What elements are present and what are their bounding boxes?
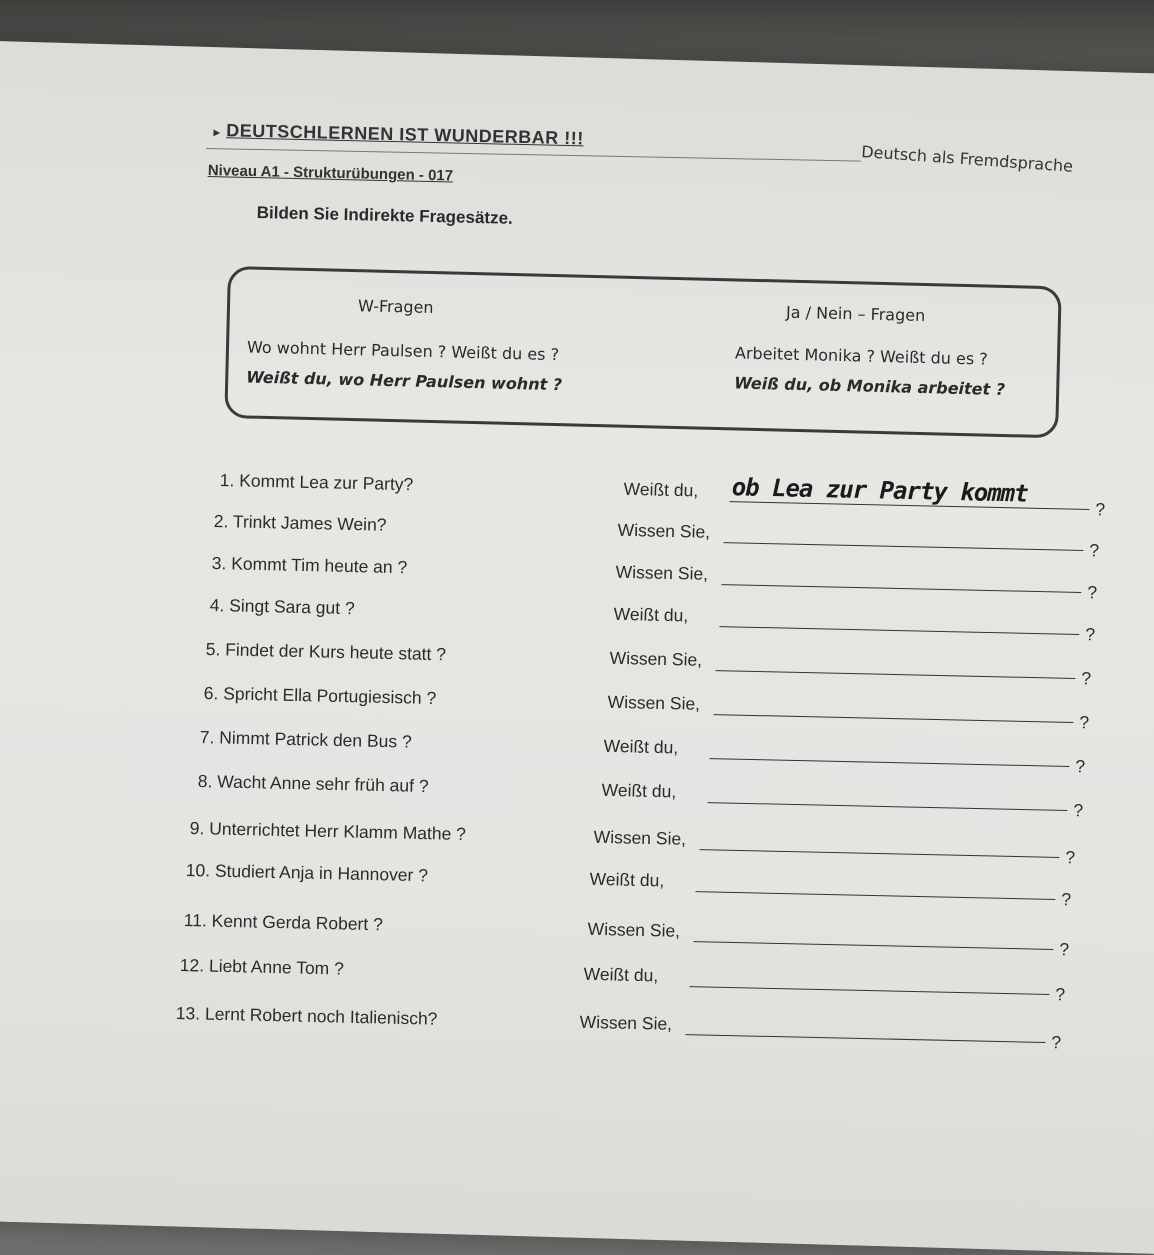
question-mark: ? [1055,984,1066,1005]
exercise-question: 1. Kommt Lea zur Party? [219,470,414,495]
answer-blank[interactable] [695,891,1055,900]
question-mark: ? [1073,800,1084,821]
exercise-lead: Weißt du, [601,779,677,802]
yes-no-answer-example: Weiß du, ob Monika arbeitet ? [734,373,1006,400]
exercise-lead: Wissen Sie, [587,918,681,941]
exercise-lead: Weißt du, [623,478,699,501]
exercise-lead: Weißt du, [603,735,679,758]
answer-blank[interactable] [715,670,1075,679]
exercise-question: 12. Liebt Anne Tom ? [179,955,345,979]
answer-blank[interactable] [693,941,1053,950]
answer-blank[interactable] [721,584,1081,593]
question-mark: ? [1059,939,1070,960]
question-mark: ? [1079,712,1090,733]
exercise-question: 7. Nimmt Patrick den Bus ? [199,727,412,752]
exercise-question: 4. Singt Sara gut ? [209,595,355,619]
exercise-lead: Wissen Sie, [609,647,703,670]
w-question-example: Wo wohnt Herr Paulsen ? Weißt du es ? [246,337,560,365]
exercise-question: 10. Studiert Anja in Hannover ? [185,860,429,886]
exercise-lead: Weißt du, [583,963,659,986]
header-divider [206,148,861,162]
exercise-question: 5. Findet der Kurs heute statt ? [205,639,447,665]
question-mark: ? [1051,1032,1062,1053]
answer-blank[interactable] [713,714,1073,723]
level-label: Niveau A1 - Strukturübungen - 017 [207,162,454,185]
question-mark: ? [1081,668,1092,689]
exercise-question: 2. Trinkt James Wein? [213,511,387,535]
exercise-lead: Weißt du, [589,868,665,891]
answer-blank[interactable] [699,849,1059,858]
question-mark: ? [1075,756,1086,777]
exercise-question: 8. Wacht Anne sehr früh auf ? [197,771,429,797]
example-box [224,266,1061,438]
w-questions-title: W-Fragen [357,296,434,318]
question-mark: ? [1089,540,1100,561]
worksheet-title: ▸ DEUTSCHLERNEN IST WUNDERBAR !!! [213,120,584,149]
exercise-question: 6. Spricht Ella Portugiesisch ? [203,683,437,709]
question-mark: ? [1087,582,1098,603]
exercise-question: 13. Lernt Robert noch Italienisch? [175,1003,438,1029]
question-mark: ? [1065,847,1076,868]
question-mark: ? [1095,499,1106,520]
exercise-lead: Wissen Sie, [607,691,701,714]
exercise-lead: Wissen Sie, [593,826,687,849]
exercise-lead: Weißt du, [613,603,689,626]
answer-blank[interactable] [685,1034,1045,1043]
answer-blank[interactable] [719,626,1079,635]
exercise-lead: Wissen Sie, [615,561,709,584]
worksheet-subtitle: Deutsch als Fremdsprache [860,142,1074,176]
exercise-question: 3. Kommt Tim heute an ? [211,553,408,578]
w-answer-example: Weißt du, wo Herr Paulsen wohnt ? [246,367,563,395]
instruction-text: Bilden Sie Indirekte Fragesätze. [256,203,513,228]
handwritten-answer: ob Lea zur Party kommt [731,473,1028,508]
answer-blank[interactable] [709,758,1069,767]
arrow-icon: ▸ [213,124,221,140]
exercise-question: 9. Unterrichtet Herr Klamm Mathe ? [189,818,467,845]
exercise-lead: Wissen Sie, [617,519,711,542]
question-mark: ? [1061,889,1072,910]
answer-blank[interactable] [707,802,1067,811]
yes-no-questions-title: Ja / Nein – Fragen [785,302,926,326]
yes-no-question-example: Arbeitet Monika ? Weißt du es ? [734,343,989,369]
exercise-lead: Wissen Sie, [579,1011,673,1034]
answer-blank[interactable] [723,542,1083,551]
question-mark: ? [1085,624,1096,645]
answer-blank[interactable] [689,986,1049,995]
exercise-question: 11. Kennt Gerda Robert ? [183,910,384,935]
